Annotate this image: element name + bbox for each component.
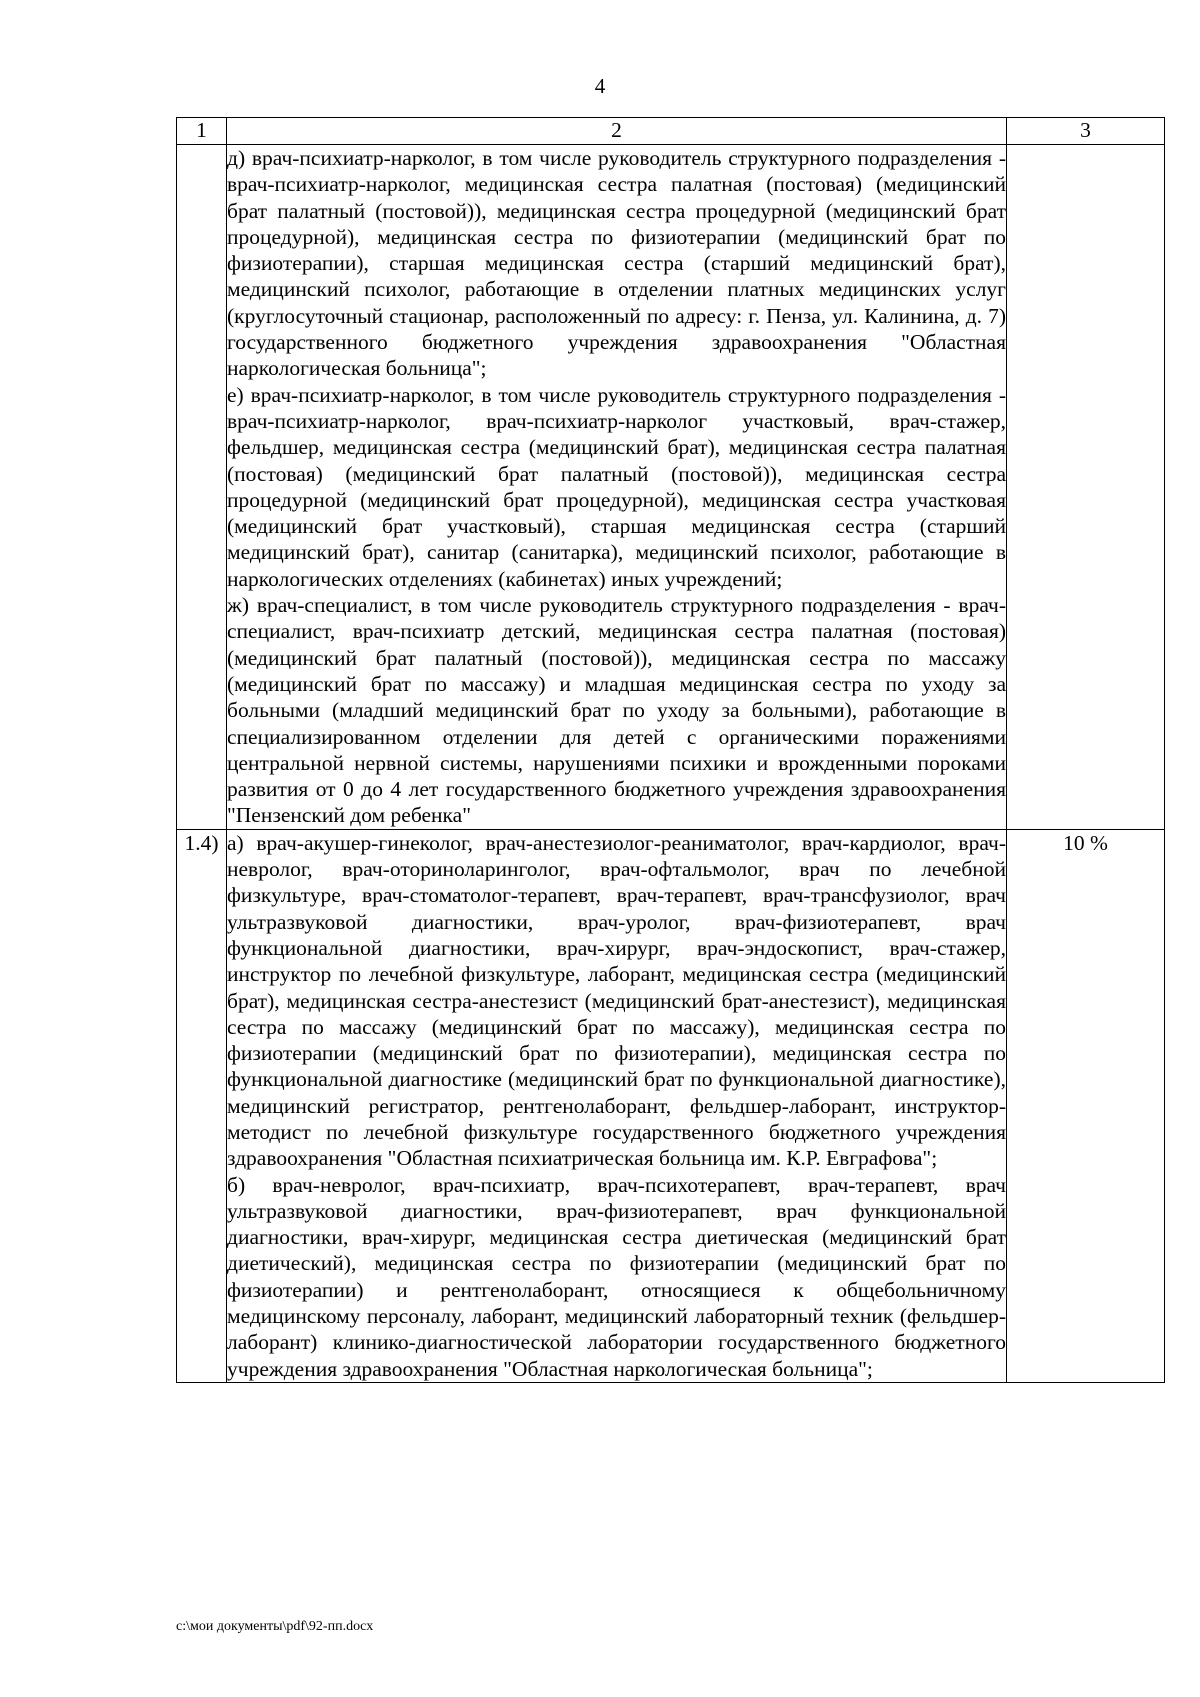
table-row	[177, 829, 1165, 1382]
table-row	[177, 145, 1165, 830]
row-number-cell: 1.4)	[177, 829, 227, 1382]
paragraph-e: е) врач-психиатр-нарколог, в том числе руководитель структурного подразделения - врач-психиатр-нарколог, врач-психиатр-нарколог участковый, врач-стажер, фельдшер, медицинская сестра (медицинский брат), медицинская сестра палатная (постовая) (медицинский брат палатный (постовой)), медицинская сестра процедурной (медицинский брат процедурной), медицинская сестра участковая (медицинский брат участковый), старшая медицинская сестра (старший медицинский брат), санитар (санитарка), медицинский психолог, работающие в наркологических отделениях (кабинетах) иных учреждений;	[227, 382, 1006, 591]
percent-cell	[1007, 145, 1165, 830]
page-number: 4	[594, 74, 606, 98]
paragraph-zh: ж) врач-специалист, в том числе руководитель структурного подразделения - врач-специалист, врач-психиатр детский, медицинская сестра палатная (постовая) (медицинский брат палатный (постовой)), медицинская сестра по массажу (медицинский брат по массажу) и младшая медицинская сестра по уходу за больными (младший медицинский брат по уходу за больными), работающие в специализированном отделении для детей с органическими поражениями центральной нервной системы, нарушениями психики и врожденными пороками развития от 0 до 4 лет государственного бюджетного учреждения здравоохранения "Пензенский дом ребенка"	[227, 593, 1006, 828]
row-number-cell	[177, 145, 227, 830]
footer-file-path: c:\мои документы\pdf\92-пп.docx	[176, 1619, 374, 1634]
allowance-table	[176, 117, 1165, 1383]
header-col-3: 3	[1007, 118, 1165, 145]
staff-list-cell	[227, 829, 1007, 1382]
table-header-row	[177, 118, 1165, 145]
paragraph-a: а) врач-акушер-гинеколог, врач-анестезиолог-реаниматолог, врач-кардиолог, врач-невролог, врач-оториноларинголог, врач-офтальмолог, врач по лечебной физкультуре, врач-стоматолог-терапевт, врач-терапевт, врач-трансфузиолог, врач ультразвуковой диагностики, врач-уролог, врач-физиотерапевт, врач функциональной диагностики, врач-хирург, врач-эндоскопист, врач-стажер, инструктор по лечебной физкультуре, лаборант, медицинская сестра (медицинский брат), медицинская сестра-анестезист (медицинский брат-анестезист), медицинская сестра по массажу (медицинский брат по массажу), медицинская сестра по физиотерапии (медицинский брат по физиотерапии), медицинская сестра по функциональной диагностике (медицинский брат по функциональной диагностике), медицинский регистратор, рентгенолаборант, фельдшер-лаборант, инструктор-методист по лечебной физкультуре государственного бюджетного учреждения здравоохранения "Областная психиатрическая больница им. К.Р. Евграфова";	[227, 830, 1006, 1171]
header-col-2: 2	[227, 118, 1007, 145]
percent-cell: 10 %	[1007, 829, 1165, 1382]
paragraph-d: д) врач-психиатр-нарколог, в том числе руководитель структурного подразделения - врач-психиатр-нарколог, медицинская сестра палатная (постовая) (медицинский брат палатный (постовой)), медицинская сестра процедурной (медицинский брат процедурной), медицинская сестра по физиотерапии (медицинский брат по физиотерапии), старшая медицинская сестра (старший медицинский брат), медицинский психолог, работающие в отделении платных медицинских услуг (круглосуточный стационар, расположенный по адресу: г. Пенза, ул. Калинина, д. 7) государственного бюджетного учреждения здравоохранения "Областная наркологическая больница";	[227, 146, 1006, 381]
paragraph-b: б) врач-невролог, врач-психиатр, врач-психотерапевт, врач-терапевт, врач ультразвуковой диагностики, врач-физиотерапевт, врач функциональной диагностики, врач-хирург, медицинская сестра диетическая (медицинский брат диетический), медицинская сестра по физиотерапии (медицинский брат по физиотерапии) и рентгенолаборант, относящиеся к общебольничному медицинскому персоналу, лаборант, медицинский лабораторный техник (фельдшер-лаборант) клинико-диагностической лаборатории государственного бюджетного учреждения здравоохранения "Областная наркологическая больница";	[227, 1172, 1006, 1381]
header-col-1: 1	[177, 118, 227, 145]
staff-list-cell	[227, 145, 1007, 830]
